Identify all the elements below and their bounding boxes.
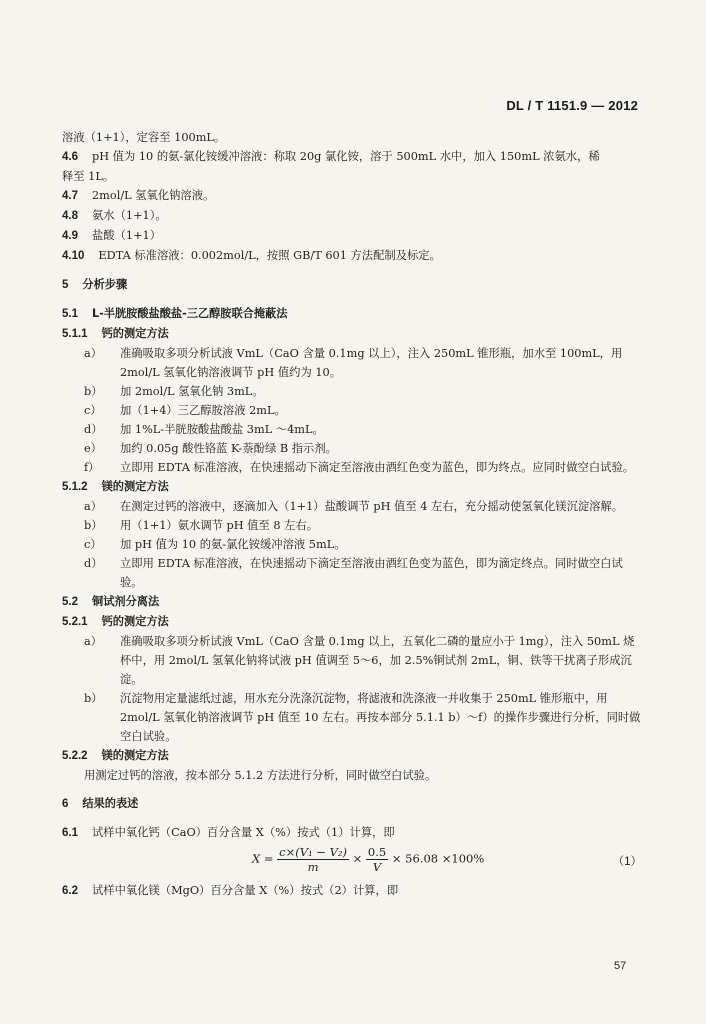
fraction-1 (277, 845, 349, 874)
list-item (62, 497, 644, 516)
list-label: b） (84, 519, 103, 532)
list-text: 沉淀物用定量滤纸过滤，用水充分洗涤沉淀物，将滤液和洗涤液一并收集于 250mL 锥形瓶中，用 2mol/L 氢氧化钠溶液调节 pH 值至 10 左右。再按本部分 5.1.1 b）～f）的操作步骤进行分析，同时做空白试验。 (120, 692, 641, 743)
standard-code-header: DL / T 1151.9 — 2012 (506, 98, 638, 113)
section-title: 铜试剂分离法 (92, 595, 160, 608)
section-5-heading (62, 275, 644, 295)
clause-text: 盐酸（1+1） (92, 229, 162, 242)
fraction-denominator: m (307, 860, 319, 874)
list-text: 立即用 EDTA 标准溶液，在快速摇动下滴定至溶液由酒红色变为蓝色，即为终点。应同时做空白试验。 (120, 461, 635, 474)
clause-4-10 (62, 246, 644, 266)
list-label: a） (84, 500, 103, 513)
clause-text: pH 值为 10 的氨-氯化铵缓冲溶液：称取 20g 氯化铵，溶于 500mL 水中，加入 150mL 浓氨水，稀 (92, 150, 600, 163)
section-number: 5.2 (62, 596, 78, 608)
formula-tail: × 56.08 ×100% (391, 851, 485, 866)
list-label: d） (84, 557, 103, 570)
list-item (62, 439, 644, 458)
list-label: e） (84, 442, 102, 455)
section-5-1-1-heading (62, 324, 644, 344)
list-label: b） (84, 692, 103, 705)
list-item (62, 689, 644, 746)
formula-expression (252, 845, 484, 874)
section-number: 5.1.1 (62, 328, 88, 340)
section-5-2-heading (62, 592, 644, 612)
list-label: c） (84, 538, 102, 551)
clause-4-9 (62, 226, 644, 246)
list-text: 加约 0.05g 酸性铬蓝 K-萘酚绿 B 指示剂。 (120, 442, 337, 455)
list-item (62, 632, 644, 689)
list-label: c） (84, 404, 102, 417)
section-5-2-2-heading (62, 746, 644, 766)
list-text: 加（1+4）三乙醇胺溶液 2mL。 (120, 404, 286, 417)
list-label: b） (84, 385, 103, 398)
list-label: a） (84, 635, 103, 648)
list-label: f） (84, 461, 100, 474)
page-number: 57 (614, 960, 627, 972)
text-line: 用测定过钙的溶液，按本部分 5.1.2 方法进行分析，同时做空白试验。 (84, 769, 437, 782)
clause-6-2 (62, 881, 644, 901)
clause-text: 试样中氧化钙（CaO）百分含量 X（%）按式（1）计算，即 (92, 826, 395, 839)
document-body (62, 128, 644, 901)
list-item (62, 516, 644, 535)
section-5-2-1-heading (62, 612, 644, 632)
section-title: 镁的测定方法 (101, 749, 169, 762)
clause-number: 6.1 (62, 827, 78, 839)
list-text: 准确吸取多项分析试液 VmL（CaO 含量 0.1mg 以上），注入 250mL 锥形瓶，加水至 100mL，用 2mol/L 氢氧化钠溶液调节 pH 值约为 10。 (120, 347, 623, 379)
section-title: 钙的测定方法 (101, 327, 169, 340)
list-text: 加 pH 值为 10 的氨-氯化铵缓冲溶液 5mL。 (120, 538, 346, 551)
section-number: 5.2.1 (62, 616, 88, 628)
list-item (62, 344, 644, 382)
section-title: 结果的表述 (82, 797, 139, 810)
clause-text: 氨水（1+1）。 (92, 209, 167, 222)
section-title: 钙的测定方法 (101, 615, 169, 628)
section-title: L-半胱胺酸盐酸盐-三乙醇胺联合掩蔽法 (92, 307, 288, 320)
section-number: 5 (62, 279, 69, 291)
fraction-denominator: V (372, 860, 382, 874)
list-label: d） (84, 423, 103, 436)
list-item (62, 458, 644, 477)
list-item (62, 535, 644, 554)
list-text: 加 2mol/L 氢氧化钠 3mL。 (120, 385, 264, 398)
clause-number: 6.2 (62, 885, 78, 897)
clause-number: 4.6 (62, 151, 78, 163)
clause-number: 4.7 (62, 190, 78, 202)
fraction-numerator: c×(V₁ − V₂) (279, 845, 347, 859)
section-number: 6 (62, 798, 69, 810)
clause-4-6 (62, 147, 644, 167)
clause-text: 2mol/L 氢氧化钠溶液。 (92, 189, 215, 202)
section-title: 镁的测定方法 (101, 480, 169, 493)
list-item (62, 420, 644, 439)
list-label: a） (84, 347, 103, 360)
formula-lhs: X = (252, 851, 274, 866)
list-text: 立即用 EDTA 标准溶液，在快速摇动下滴定至溶液由酒红色变为蓝色，即为滴定终点。同时做空白试验。 (120, 557, 623, 589)
formula-1 (62, 845, 644, 879)
list-text: 在测定过钙的溶液中，逐滴加入（1+1）盐酸调节 pH 值至 4 左右，充分摇动使氢氧化镁沉淀溶解。 (120, 500, 624, 513)
fraction-2 (366, 845, 388, 874)
section-5-1-heading (62, 304, 644, 324)
text-line: 溶液（1+1），定容至 100mL。 (62, 131, 226, 144)
list-item (62, 554, 644, 592)
text-line: 释至 1L。 (62, 170, 115, 183)
list-text: 用（1+1）氨水调节 pH 值至 8 左右。 (120, 519, 319, 532)
clause-text: 试样中氧化镁（MgO）百分含量 X（%）按式（2）计算，即 (92, 884, 399, 897)
section-number: 5.2.2 (62, 750, 88, 762)
clause-number: 4.8 (62, 210, 78, 222)
list-text: 准确吸取多项分析试液 VmL（CaO 含量 0.1mg 以上，五氧化二磷的量应小于 1mg），注入 50mL 烧杯中，用 2mol/L 氢氧化钠将试液 pH 值调至 5～6，加 2.5%铜试剂 2mL，铜、铁等干扰离子形成沉淀。 (120, 635, 635, 686)
equation-number: （1） (612, 856, 642, 868)
section-6-heading (62, 794, 644, 814)
clause-4-8 (62, 206, 644, 226)
clause-6-1 (62, 823, 644, 843)
list-text: 加 1%L-半胱胺酸盐酸盐 3mL ～4mL。 (120, 423, 324, 436)
times-sign: × (352, 851, 363, 866)
section-title: 分析步骤 (82, 278, 128, 291)
clause-text: EDTA 标准溶液：0.002mol/L，按照 GB/T 601 方法配制及标定。 (98, 249, 441, 262)
list-item (62, 382, 644, 401)
fraction-numerator: 0.5 (367, 845, 387, 859)
clause-number: 4.10 (62, 250, 85, 262)
section-5-1-2-heading (62, 477, 644, 497)
clause-number: 4.9 (62, 230, 78, 242)
section-number: 5.1 (62, 308, 78, 320)
list-item (62, 401, 644, 420)
clause-4-7 (62, 186, 644, 206)
section-number: 5.1.2 (62, 481, 88, 493)
